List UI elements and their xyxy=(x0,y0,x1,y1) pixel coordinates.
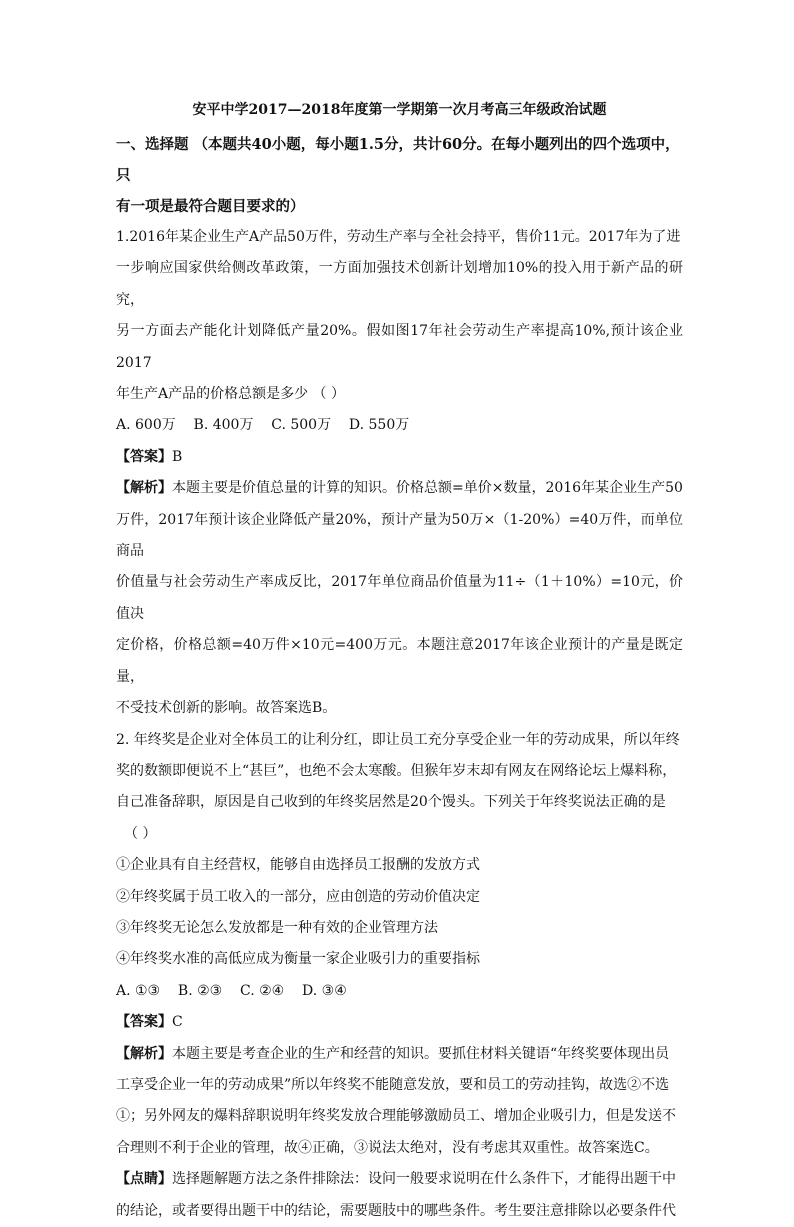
question-2-line-2: 奖的数额即便说不上“甚巨”，也绝不会太寒酸。但猴年岁末却有网友在网络论坛上爆料称， xyxy=(116,756,683,787)
question-1-line-1: 1.2016年某企业生产A产品50万件，劳动生产率与全社会持平，售价11元。2017年为了进 xyxy=(116,222,683,253)
question-1-analysis-line-4: 定价格，价格总额=40万件×10元=400万元。本题注意2017年该企业预计的产量是既定量， xyxy=(116,630,683,693)
question-2-analysis-line-4: 合理则不利于企业的管理，故④正确，③说法太绝对，没有考虑其双重性。故答案选C。 xyxy=(116,1133,683,1164)
answer-value: C xyxy=(172,1014,183,1030)
question-2-line-4: （ ） xyxy=(116,819,683,850)
question-1-analysis-line-3: 价值量与社会劳动生产率成反比，2017年单位商品价值量为11÷（1＋10%）=10元，价值决 xyxy=(116,567,683,630)
answer-tag: 【答案】 xyxy=(116,1014,172,1030)
question-2 xyxy=(116,725,683,1227)
question-1-answer xyxy=(116,442,683,473)
question-1-analysis-line-2: 万件，2017年预计该企业降低产量20%，预计产量为50万×（1-20%）=40万件，而单位商品 xyxy=(116,505,683,568)
note-text: 选择题解题方法之条件排除法：设问一般要求说明在什么条件下，才能得出题干中 xyxy=(172,1171,676,1187)
question-1-line-2: 一步响应国家供给侧改革政策，一方面加强技术创新计划增加10%的投入用于新产品的研究， xyxy=(116,253,683,316)
section-heading-line-1: 一、选择题 （本题共40小题，每小题1.5分，共计60分。在每小题列出的四个选项中，只 xyxy=(116,129,683,191)
question-2-line-3: 自己准备辞职，原因是自己收到的年终奖居然是20个馒头。下列关于年终奖说法正确的是 xyxy=(116,787,683,818)
question-1-line-3: 另一方面去产能化计划降低产量20%。假如图17年社会劳动生产率提高10%,预计该企业2017 xyxy=(116,316,683,379)
question-2-item-4: ④年终奖水准的高低应成为衡量一家企业吸引力的重要指标 xyxy=(116,944,683,975)
question-2-note-line-1 xyxy=(116,1164,683,1195)
question-2-analysis-line-3: ①；另外网友的爆料辞职说明年终奖发放合理能够激励员工、增加企业吸引力，但是发送不 xyxy=(116,1101,683,1132)
analysis-text: 本题主要是考查企业的生产和经营的知识。要抓住材料关键语“年终奖要体现出员 xyxy=(172,1046,669,1062)
question-2-note-line-2: 的结论，或者要得出题干中的结论，需要题肢中的哪些条件。考生要注意排除以必要条件代 xyxy=(116,1196,683,1227)
question-1-options: A. 600万 B. 400万 C. 500万 D. 550万 xyxy=(116,410,683,441)
page-title: 安平中学2017—2018年度第一学期第一次月考高三年级政治试题 xyxy=(116,100,683,120)
question-1 xyxy=(116,222,683,725)
note-tag: 【点睛】 xyxy=(116,1171,172,1187)
question-2-item-3: ③年终奖无论怎么发放都是一种有效的企业管理方法 xyxy=(116,913,683,944)
answer-tag: 【答案】 xyxy=(116,449,172,465)
analysis-tag: 【解析】 xyxy=(116,480,172,496)
section-heading-line-2: 有一项是最符合题目要求的） xyxy=(116,191,683,222)
question-2-analysis-line-2: 工享受企业一年的劳动成果”所以年终奖不能随意发放，要和员工的劳动挂钩，故选②不选 xyxy=(116,1070,683,1101)
question-2-options: A. ①③ B. ②③ C. ②④ D. ③④ xyxy=(116,976,683,1007)
question-1-analysis-line-5: 不受技术创新的影响。故答案选B。 xyxy=(116,693,683,724)
question-2-line-1: 2. 年终奖是企业对全体员工的让利分红，即让员工充分享受企业一年的劳动成果，所以年终 xyxy=(116,725,683,756)
analysis-text: 本题主要是价值总量的计算的知识。价格总额=单价×数量，2016年某企业生产50 xyxy=(172,480,683,496)
question-2-analysis-line-1 xyxy=(116,1039,683,1070)
question-2-item-2: ②年终奖属于员工收入的一部分，应由创造的劳动价值决定 xyxy=(116,882,683,913)
answer-value: B xyxy=(172,449,182,465)
question-2-item-1: ①企业具有自主经营权，能够自由选择员工报酬的发放方式 xyxy=(116,850,683,881)
analysis-tag: 【解析】 xyxy=(116,1046,172,1062)
question-2-answer xyxy=(116,1007,683,1038)
question-1-line-4: 年生产A产品的价格总额是多少 （ ） xyxy=(116,379,683,410)
question-1-analysis-line-1 xyxy=(116,473,683,504)
